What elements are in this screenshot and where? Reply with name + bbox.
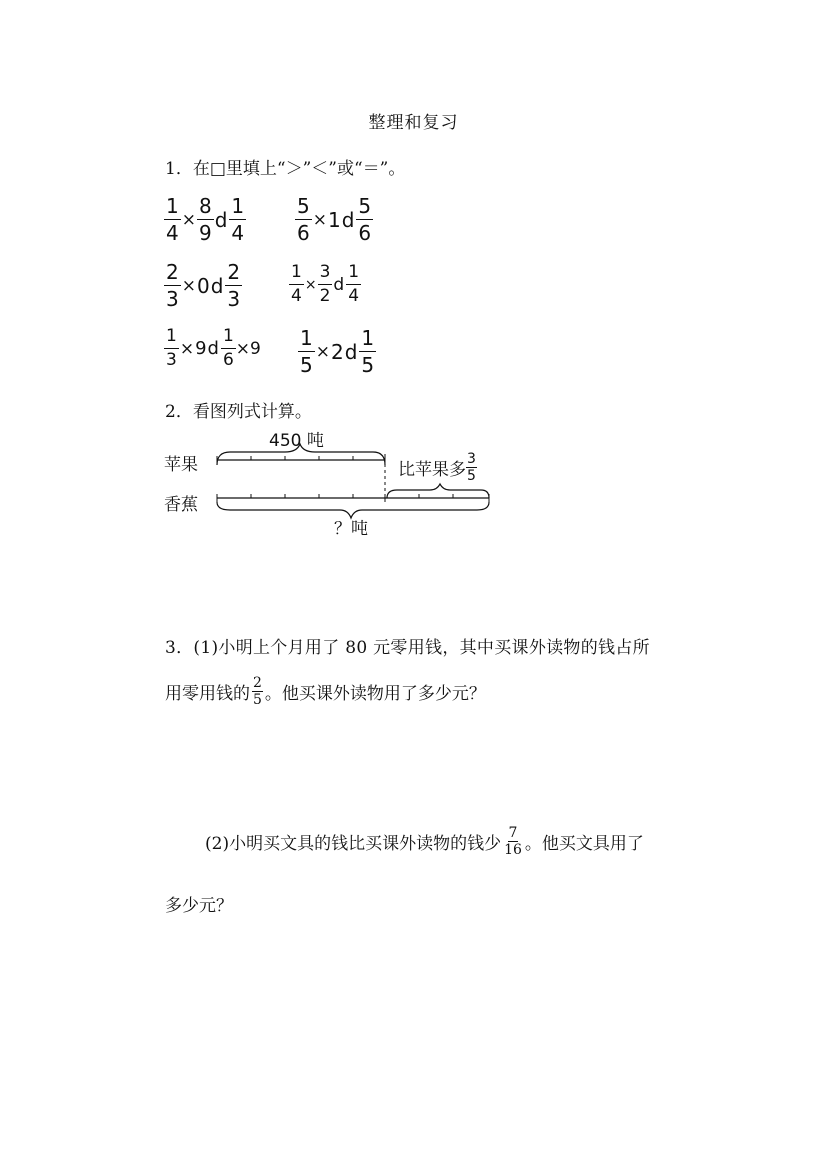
fraction: $\frac{1}{3}$ — [166, 326, 177, 370]
fraction: $\frac{2}{3}$ — [166, 260, 179, 311]
question-1-prompt: 1．在□里填上“＞”＜”或“＝”。 — [165, 159, 406, 179]
apple-ticks — [217, 454, 385, 464]
number: 9 — [195, 338, 207, 359]
answer-box[interactable]: d — [344, 339, 358, 364]
fraction: $\frac{8}{9}$ — [198, 194, 212, 245]
expr-2b — [289, 264, 361, 305]
expr-1b — [295, 196, 373, 243]
times-sign: × — [181, 209, 196, 230]
question-3-part2-line2: 多少元？ — [165, 896, 233, 916]
answer-box[interactable]: d — [207, 338, 219, 359]
fraction: $\frac{1}{4}$ — [291, 262, 302, 306]
text: 用零用钱的 — [165, 684, 250, 704]
text: (2)小明买文具的钱比买课外读物的钱少 — [205, 834, 502, 854]
question-3-part2-line1 — [205, 826, 644, 857]
answer-box[interactable]: d — [341, 207, 355, 232]
fraction: $\frac{1}{4}$ — [231, 194, 245, 245]
extra-label-text: 比苹果多 — [398, 460, 466, 480]
fraction: $\frac{2}{3}$ — [227, 260, 241, 311]
total-brace — [217, 502, 489, 518]
number: 2 — [330, 339, 344, 364]
segment-diagram — [205, 440, 505, 520]
apple-brace — [217, 444, 385, 465]
expr-1a — [164, 196, 246, 243]
expr-3b — [298, 328, 376, 375]
fraction: $\frac{5}{6}$ — [358, 194, 372, 245]
times-sign: × — [312, 209, 327, 230]
times-sign: × — [315, 341, 330, 362]
fraction: $\frac{1}{5}$ — [361, 326, 375, 377]
times-sign: × — [181, 275, 196, 296]
question-2-prompt: 2．看图列式计算。 — [165, 402, 312, 422]
number: 0 — [196, 273, 210, 298]
banana-label: 香蕉 — [164, 495, 198, 515]
fraction: $\frac{7}{16}$ — [504, 825, 522, 858]
answer-box[interactable]: d — [210, 273, 224, 298]
page-title: 整理和复习 — [368, 113, 459, 133]
fraction: $\frac{1}{5}$ — [300, 326, 313, 377]
fraction: $\frac{1}{4}$ — [166, 194, 179, 245]
total-label: ？吨 — [334, 519, 368, 539]
fraction: $\frac{3}{2}$ — [319, 262, 331, 306]
fraction: $\frac{1}{4}$ — [348, 262, 360, 306]
fraction: $\frac{5}{6}$ — [297, 194, 310, 245]
expr-3a — [164, 328, 261, 369]
apple-amount: 450 吨 — [269, 431, 324, 451]
extra-brace — [387, 484, 489, 498]
apple-label: 苹果 — [164, 455, 198, 475]
times-sign: × — [304, 276, 317, 293]
fraction: $\frac{2}{5}$ — [253, 675, 262, 708]
question-3-part1-line2 — [165, 676, 486, 707]
answer-box[interactable]: d — [333, 274, 345, 295]
fraction: $\frac{3}{5}$ — [467, 451, 476, 484]
expr-2a — [164, 262, 242, 309]
text: 。他买课外读物用了多少元？ — [264, 684, 486, 704]
tail-term: ×9 — [235, 338, 261, 359]
times-sign: × — [179, 338, 195, 359]
text: 。他买文具用了 — [524, 834, 644, 854]
fraction: $\frac{1}{6}$ — [222, 326, 234, 370]
answer-box[interactable]: d — [214, 207, 228, 232]
question-3-part1-line1: 3．(1)小明上个月用了 80 元零用钱，其中买课外读物的钱占所 — [165, 638, 650, 658]
number: 1 — [327, 207, 341, 232]
